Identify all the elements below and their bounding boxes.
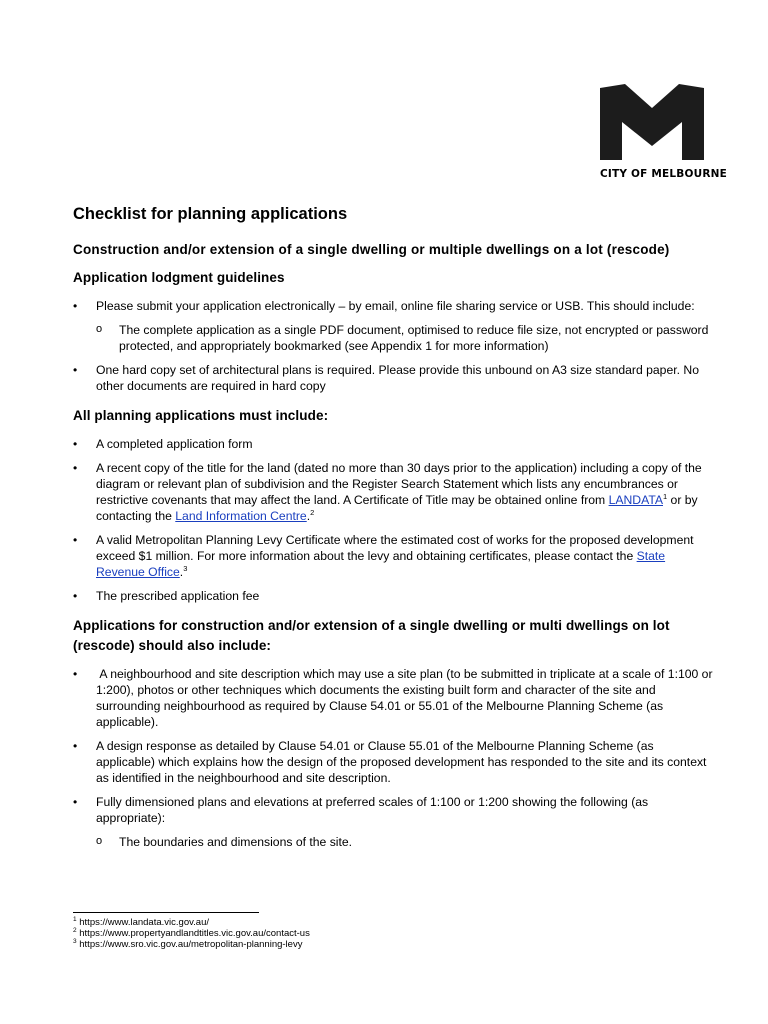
must-include-list — [73, 436, 713, 604]
footnote-number: 1 — [73, 915, 77, 923]
list-item-text: . — [306, 509, 311, 523]
city-of-melbourne-logo — [600, 84, 728, 180]
list-item-text: One hard copy set of architectural plans is required. Please provide this unbound on A3 size standard paper. No other documents are required in hard copy — [96, 363, 699, 393]
list-item-text: A neighbourhood and site description which may use a site plan (to be submitted in triplicate at a scale of 1:100 or 1:200), photos or other techniques which documents the existing built form and character of the site and surrounding neighbourhood as required by Clause 54.01 or 55.01 of the Melbourne Planning Scheme (as applicable). — [96, 667, 716, 729]
list-item-text: A design response as detailed by Clause 54.01 or Clause 55.01 of the Melbourne Planning Scheme (as applicable) which explains how the design of the proposed development has responded to the site and its context as identified in the neighbourhood and site description. — [96, 739, 707, 785]
list-item — [73, 588, 713, 604]
footnote — [73, 917, 373, 928]
footnote-number: 3 — [73, 937, 77, 945]
list-item-text: Please submit your application electronically – by email, online file sharing service or USB. This should include: — [96, 299, 695, 313]
m-logo-icon — [600, 84, 704, 160]
footnote-ref: 1 — [663, 491, 668, 501]
list-item — [73, 460, 713, 524]
footnote-url: https://www.propertyandlandtitles.vic.gov.au/contact-us — [76, 928, 310, 939]
list-item-text: The complete application as a single PDF document, optimised to reduce file size, not encrypted or password protected, and appropriately bookmarked (see Appendix 1 for more information) — [119, 323, 709, 353]
sub-list-item — [73, 834, 713, 850]
list-item — [73, 532, 713, 580]
list-item — [73, 738, 713, 786]
list-item — [73, 436, 713, 452]
list-item-text: A completed application form — [96, 437, 253, 451]
lodgment-list — [73, 298, 713, 394]
list-item-text: The boundaries and dimensions of the site. — [119, 835, 353, 849]
section-heading-must-include: All planning applications must include: — [73, 408, 329, 423]
state-revenue-office-link[interactable]: State Revenue Office — [96, 549, 666, 579]
footnotes — [73, 912, 373, 950]
list-item-text: Fully dimensioned plans and elevations at preferred scales of 1:100 or 1:200 showing the following (as appropriate): — [96, 795, 649, 825]
document-body — [73, 205, 716, 858]
section-heading-rescode: Applications for construction and/or extension of a single dwelling or multi dwellings on lot (rescode) should also include: — [73, 618, 670, 653]
page-title: Checklist for planning applications — [73, 205, 348, 223]
footnote — [73, 928, 373, 939]
page-subtitle: Construction and/or extension of a single dwelling or multiple dwellings on a lot (rescode) — [73, 242, 670, 257]
list-item-text: The prescribed application fee — [96, 589, 260, 603]
landata-link[interactable]: LANDATA — [608, 493, 663, 507]
footnote — [73, 939, 373, 950]
rescode-list — [73, 666, 716, 850]
list-item-text: A recent copy of the title for the land (dated no more than 30 days prior to the application) including a copy of the diagram or relevant plan of subdivision and the Register Search Statement which lists any encumbrances or restrictive covenants that may affect the land. A Certificate of Title may be obtained online from — [96, 461, 702, 507]
list-item — [73, 298, 713, 314]
list-item — [73, 794, 713, 826]
logo-wordmark: CITY OF MELBOURNE — [600, 168, 728, 180]
footnote-ref: 3 — [183, 563, 188, 573]
footnote-url: https://www.sro.vic.gov.au/metropolitan-planning-levy — [76, 939, 303, 950]
land-information-centre-link[interactable]: Land Information Centre — [175, 509, 307, 523]
section-heading-lodgment: Application lodgment guidelines — [73, 270, 285, 285]
footnote-number: 2 — [73, 926, 77, 934]
list-item — [73, 362, 713, 394]
footnote-url: https://www.landata.vic.gov.au/ — [76, 917, 209, 928]
list-item-text: or by contacting the — [96, 493, 698, 523]
footnote-divider — [73, 912, 259, 913]
footnote-ref: 2 — [310, 507, 315, 517]
list-item — [73, 666, 716, 730]
list-item-text: A valid Metropolitan Planning Levy Certificate where the estimated cost of works for the proposed development exceed $1 million. For more information about the levy and obtaining certificates, please contact the — [96, 533, 694, 563]
sub-list-item — [73, 322, 713, 354]
list-item-text: . — [179, 565, 184, 579]
